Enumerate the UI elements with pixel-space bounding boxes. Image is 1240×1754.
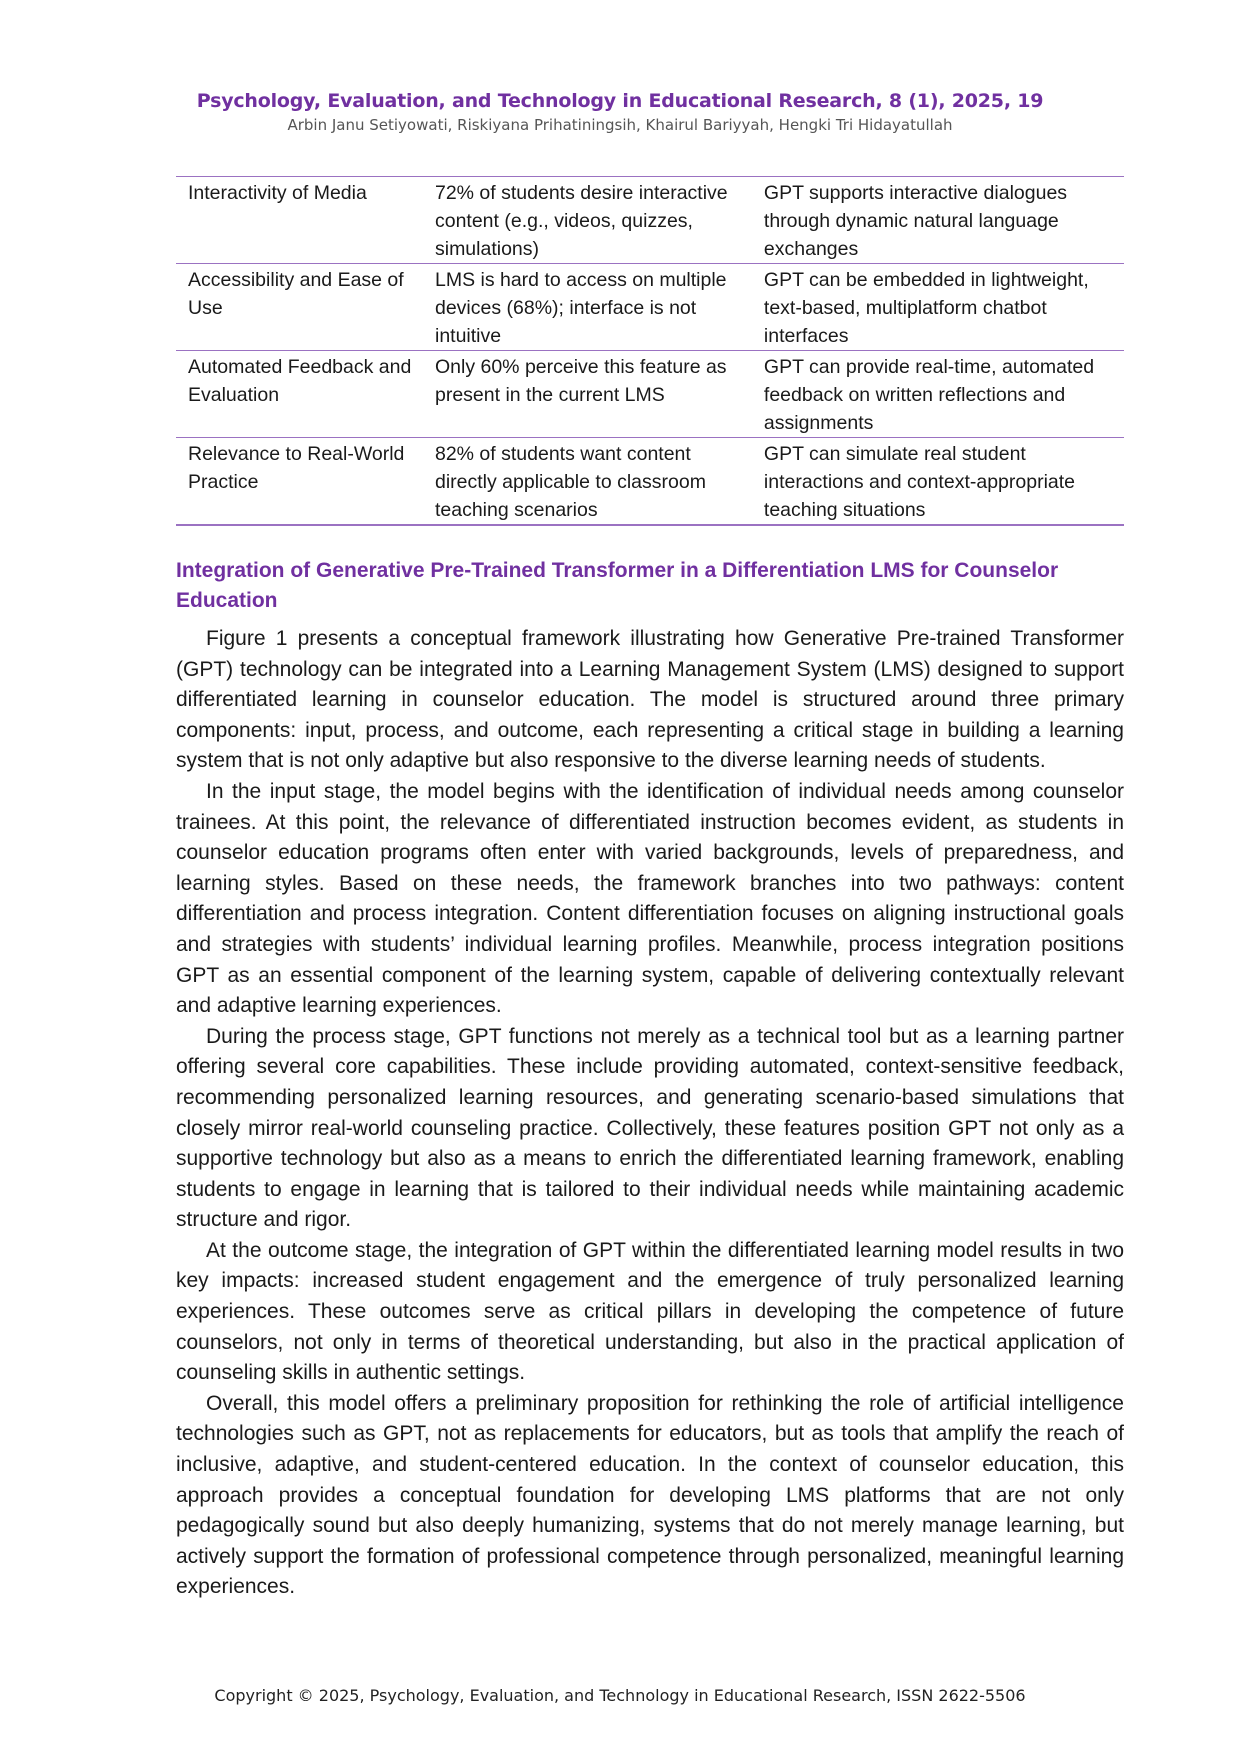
table-row	[176, 351, 1124, 438]
table-cell-gpt: GPT can simulate real student interactions and context-appropriate teaching situations	[752, 438, 1124, 526]
body-paragraph: In the input stage, the model begins with the identification of individual needs among counselor trainees. At this point, the relevance of differentiated instruction becomes evident, as students in counselor education programs often enter with varied backgrounds, levels of preparedness, and learning styles. Based on these needs, the framework branches into two pathways: content differentiation and process integration. Content differentiation focuses on aligning instructional goals and strategies with students’ individual learning profiles. Meanwhile, process integration positions GPT as an essential component of the learning system, capable of delivering contextually relevant and adaptive learning experiences.	[176, 779, 1124, 1018]
table-cell-finding: LMS is hard to access on multiple devices (68%); interface is not intuitive	[423, 264, 752, 351]
table-row	[176, 264, 1124, 351]
table-cell-finding: 72% of students desire interactive content (e.g., videos, quizzes, simulations)	[423, 177, 752, 264]
body-paragraph: During the process stage, GPT functions not merely as a technical tool but as a learning partner offering several core capabilities. These include providing automated, context-sensitive feedback, recommending personalized learning resources, and generating scenario-based simulations that closely mirror real-world counseling practice. Collectively, these features position GPT not only as a supportive technology but also as a means to enrich the differentiated learning framework, enabling students to engage in learning that is tailored to their individual needs while maintaining academic structure and rigor.	[176, 1024, 1124, 1232]
table-cell-finding: Only 60% perceive this feature as present in the current LMS	[423, 351, 752, 438]
table-cell-aspect: Relevance to Real-World Practice	[176, 438, 423, 526]
body-paragraph: At the outcome stage, the integration of GPT within the differentiated learning model results in two key impacts: increased student engagement and the emergence of truly personalized learning experiences. These outcomes serve as critical pillars in developing the competence of future counselors, not only in terms of theoretical understanding, but also in the practical application of counseling skills in authentic settings.	[176, 1238, 1124, 1385]
body-paragraph: Overall, this model offers a preliminary proposition for rethinking the role of artificial intelligence technologies such as GPT, not as replacements for educators, but as tools that amplify the reach of inclusive, adaptive, and student-centered education. In the context of counselor education, this approach provides a conceptual foundation for developing LMS platforms that are not only pedagogically sound but also deeply humanizing, systems that do not merely manage learning, but actively support the formation of professional competence through personalized, meaningful learning experiences.	[176, 1391, 1124, 1599]
body-paragraph: Figure 1 presents a conceptual framework illustrating how Generative Pre-trained Transformer (GPT) technology can be integrated into a Learning Management System (LMS) designed to support differentiated learning in counselor education. The model is structured around three primary components: input, process, and outcome, each representing a critical stage in building a learning system that is not only adaptive but also responsive to the diverse learning needs of students.	[176, 627, 1124, 773]
table-cell-gpt: GPT supports interactive dialogues through dynamic natural language exchanges	[752, 177, 1124, 264]
page-header	[0, 90, 1240, 134]
table-cell-gpt: GPT can provide real-time, automated feedback on written reflections and assignments	[752, 351, 1124, 438]
table-row	[176, 177, 1124, 264]
page-content	[176, 176, 1124, 1603]
table-cell-finding: 82% of students want content directly applicable to classroom teaching scenarios	[423, 438, 752, 526]
table-cell-aspect: Accessibility and Ease of Use	[176, 264, 423, 351]
author-list: Arbin Janu Setiyowati, Riskiyana Prihatiningsih, Khairul Bariyyah, Hengki Tri Hidayatullah	[287, 116, 953, 134]
copyright-footer: Copyright © 2025, Psychology, Evaluation, and Technology in Educational Research, ISSN 2622-5506	[214, 1686, 1026, 1705]
table-cell-aspect: Interactivity of Media	[176, 177, 423, 264]
needs-table	[176, 176, 1124, 526]
journal-title: Psychology, Evaluation, and Technology in Educational Research, 8 (1), 2025, 19	[196, 90, 1044, 112]
table-cell-gpt: GPT can be embedded in lightweight, text-based, multiplatform chatbot interfaces	[752, 264, 1124, 351]
table-cell-aspect: Automated Feedback and Evaluation	[176, 351, 423, 438]
section-heading: Integration of Generative Pre-Trained Transformer in a Differentiation LMS for Counselor Education	[176, 559, 1059, 612]
table-row	[176, 438, 1124, 526]
